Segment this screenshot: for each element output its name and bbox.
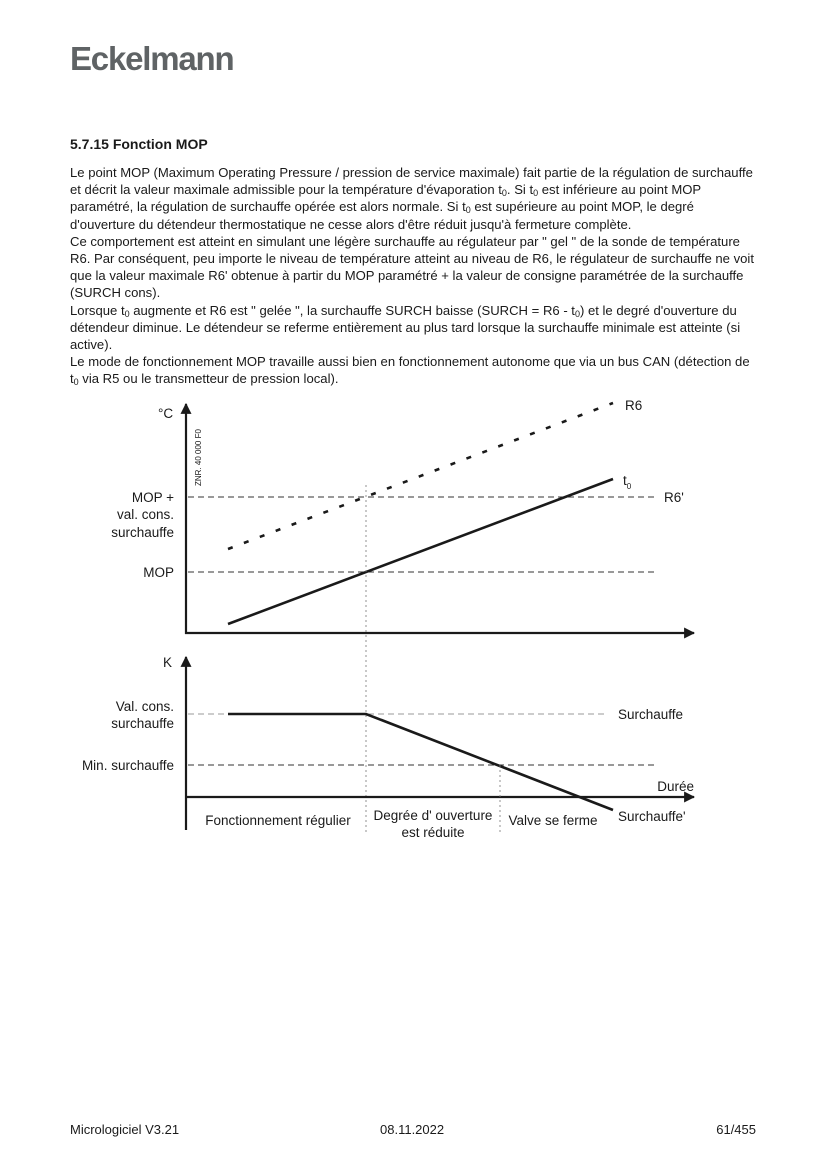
paragraph-operating-mode: Le mode de fonctionnement MOP travaille aussi bien en fonctionnement autonome que via un bus CAN (détection de $t_0$ via R5 ou le transmetteur de pression local).: [70, 354, 750, 388]
eckelmann-logo: Eckelmann: [70, 40, 234, 77]
paragraph-t0-rise: Lorsque $t_0$ augmente et R6 est " gelée ", la surchauffe SURCH baisse (SURCH = $R6 - t_0$) et le degré d'ouverture du détendeur diminue. Le détendeur se referme entièrement au plus tard lorsque la surchauffe minimale est atteinte (si active).: [70, 302, 741, 353]
drawing-reference: ZNR. 40 000 F0: [194, 429, 203, 486]
paragraph-mop-definition: Le point MOP (Maximum Operating Pressure / pression de service maximale) fait partie de la régulation de surchauffe et décrit la valeur maximale admissible pour la température d'évaporation $t_0$. Si $t_0$ est inférieure au point MOP paramétré, la régulation de surchauffe opérée est alors normale. Si $t_0$ est supérieure au point MOP, le degré d'ouverture du détendeur thermostatique ne cesse alors d'être réduit jusqu'à fermeture complète.: [70, 165, 753, 232]
mop-plus-label-3: surchauffe: [111, 525, 174, 540]
surchauffe-prime-label: Surchauffe': [618, 809, 686, 824]
surchauffe-label: Surchauffe: [618, 707, 684, 722]
mop-diagram: [0, 380, 827, 850]
mop-plus-label-1: MOP +: [131, 490, 174, 505]
section-title: 5.7.15 Fonction MOP: [70, 136, 208, 152]
phase-reduced-label-2: est réduite: [401, 825, 465, 840]
mop-label: MOP: [143, 565, 174, 580]
phase-regular-label: Fonctionnement régulier: [205, 813, 351, 828]
upper-y-unit: °C: [158, 406, 174, 421]
r6-series-line: [228, 403, 613, 549]
section-body: [70, 164, 760, 388]
t0-label: $t_0$: [623, 473, 632, 491]
phase-reduced-label-1: Degrée d' ouverture: [373, 808, 493, 823]
footer-firmware-version: Micrologiciel V3.21: [70, 1122, 180, 1137]
paragraph-behavior: Ce comportement est atteint en simulant une légère surchauffe au régulateur par " gel " de la sonde de température R6. Par conséquent, peu importe le niveau de température atteint au niveau de R6, le régulateur de surchauffe ne voit que la valeur maximale R6' obtenue à partir du MOP paramétré + la valeur de consigne paramétrée de la surchauffe (SURCH cons).: [70, 233, 754, 301]
footer-date: 08.11.2022: [380, 1122, 445, 1137]
surchauffe-series-line: [228, 714, 613, 810]
duree-axis-label: Durée: [657, 779, 694, 794]
lower-y-unit: K: [163, 655, 173, 670]
phase-closing-label: Valve se ferme: [508, 813, 598, 828]
min-surchauffe-label: Min. surchauffe: [81, 758, 174, 773]
setpoint-label-2: surchauffe: [111, 716, 174, 731]
r6-prime-label: R6': [664, 490, 684, 505]
mop-plus-label-2: val. cons.: [116, 507, 174, 522]
t0-series-line: [228, 479, 613, 624]
footer-page-number: 61/455: [716, 1122, 756, 1137]
r6-label: R6: [625, 398, 643, 413]
setpoint-label-1: Val. cons.: [115, 699, 174, 714]
